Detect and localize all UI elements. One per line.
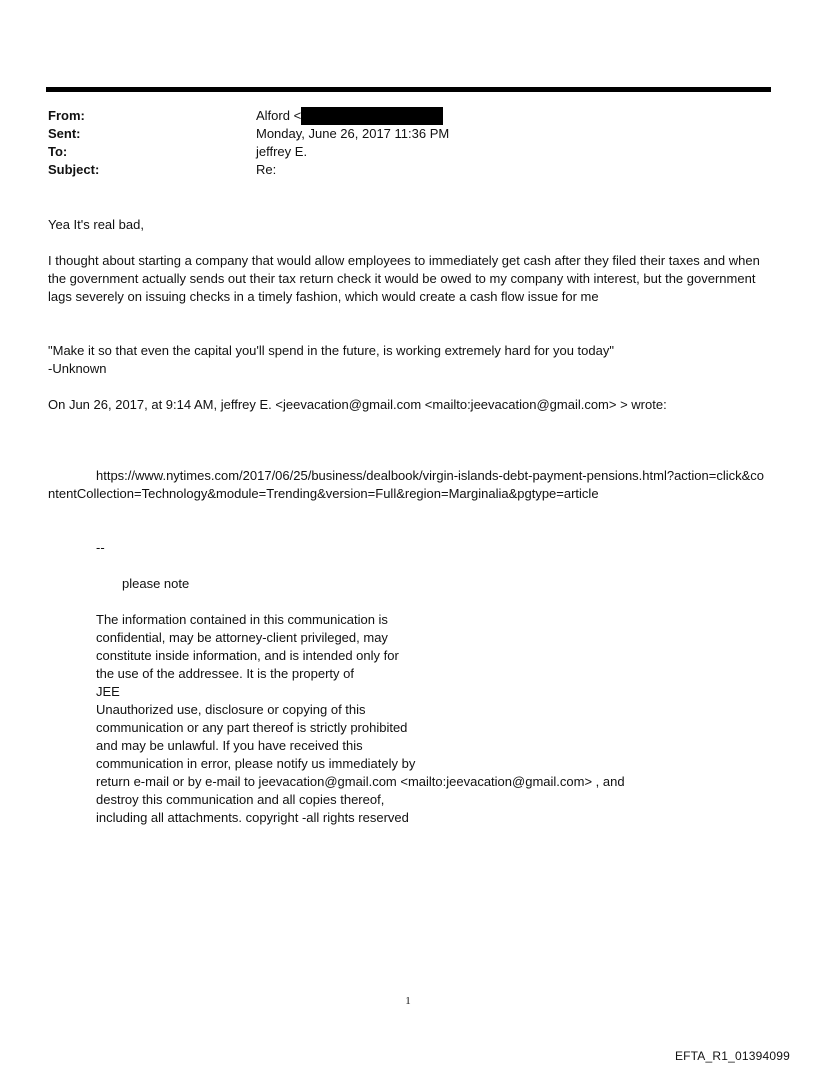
confidentiality-notice — [96, 611, 716, 827]
header-rule — [46, 87, 771, 92]
notice-line: return e-mail or by e-mail to jeevacation@gmail.com <mailto:jeevacation@gmail.com> , and — [96, 774, 625, 789]
email-header — [48, 107, 449, 179]
from-name: Alford < — [256, 108, 302, 123]
notice-line: communication or any part thereof is strictly prohibited — [96, 720, 408, 735]
notice-line: destroy this communication and all copies thereof, — [96, 792, 385, 807]
notice-line: the use of the addressee. It is the property of — [96, 666, 354, 681]
notice-line: confidential, may be attorney-client privileged, may — [96, 630, 388, 645]
subject-row — [48, 161, 449, 179]
from-label: From: — [48, 108, 85, 123]
to-value: jeffrey E. — [256, 144, 308, 159]
quote-block — [48, 342, 770, 378]
quote-text: "Make it so that even the capital you'll spend in the future, is working extremely hard for you today" — [48, 343, 614, 358]
notice-line: JEE — [96, 684, 120, 699]
signature-separator: -- — [96, 540, 105, 555]
please-note: please note — [122, 576, 190, 591]
to-label: To: — [48, 144, 68, 159]
from-row — [48, 107, 449, 125]
sent-value: Monday, June 26, 2017 11:36 PM — [256, 126, 450, 141]
notice-line: including all attachments. copyright -all rights reserved — [96, 810, 409, 825]
sent-label: Sent: — [48, 126, 81, 141]
notice-line: communication in error, please notify us immediately by — [96, 756, 416, 771]
quote-author: -Unknown — [48, 361, 107, 376]
from-value — [256, 107, 443, 125]
notice-line: constitute inside information, and is intended only for — [96, 648, 399, 663]
reply-attribution: On Jun 26, 2017, at 9:14 AM, jeffrey E. <jeevacation@gmail.com <mailto:jeevacation@gmail.com> > wrote: — [48, 397, 667, 412]
greeting: Yea It's real bad, — [48, 217, 144, 232]
notice-line: Unauthorized use, disclosure or copying of this — [96, 702, 366, 717]
to-row — [48, 143, 449, 161]
notice-line: The information contained in this communication is — [96, 612, 388, 627]
redaction-box — [301, 107, 443, 125]
document-id: EFTA_R1_01394099 — [674, 1049, 790, 1063]
body-paragraph: I thought about starting a company that would allow employees to immediately get cash after they filed their taxes and when the government actually sends out their tax return check it would be owed to my company with interest, but the government lags severely on issuing checks in a timely fashion, which would create a cash flow issue for me — [48, 253, 760, 304]
article-link[interactable]: https://www.nytimes.com/2017/06/25/business/dealbook/virgin-islands-debt-payment-pensions.html?action=click&contentCollection=Technology&module=Trending&version=Full&region=Marginalia&pgtype=article — [48, 468, 765, 501]
sent-row — [48, 125, 449, 143]
subject-label: Subject: — [48, 162, 100, 177]
notice-line: and may be unlawful. If you have received this — [96, 738, 363, 753]
page-number: 1 — [405, 995, 411, 1007]
subject-value: Re: — [256, 162, 277, 177]
